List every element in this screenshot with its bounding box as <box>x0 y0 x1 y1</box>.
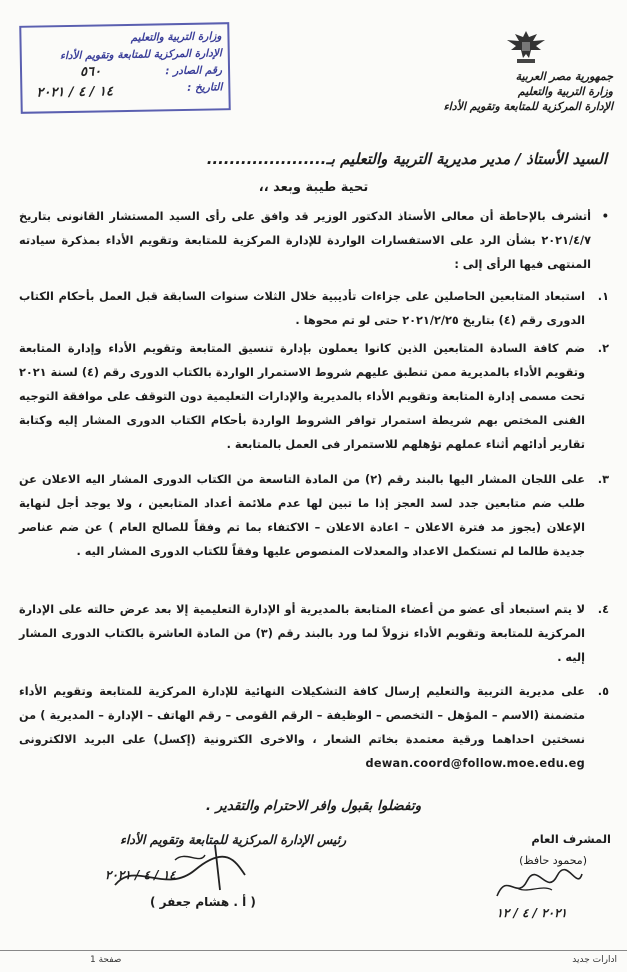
footer-divider <box>0 950 627 951</box>
intro-text: أتشرف بالإحاطة أن معالى الأستاذ الدكتور الوزير قد وافق على رأى السيد المستشار القانونى بتاريخ ٢٠٢١/٤/٧ بشأن الرد على الاستفسارات الواردة للإدارة المركزية للمتابعة وتقويم الأداء بمذكرة سيادته المنتهى فيها الرأى إلى : <box>19 210 591 271</box>
closing-line: وتفضلوا بقبول وافر الاحترام والتقدير . <box>205 798 422 814</box>
item-2 <box>19 337 609 457</box>
eagle-emblem-icon <box>503 28 549 66</box>
item-5 <box>19 680 609 776</box>
stamp-ministry: وزارة التربية والتعليم <box>130 30 222 44</box>
item-number: ٢. <box>597 342 609 355</box>
stamp-ref-label: رقم الصادر : <box>165 64 223 78</box>
addressee: السيد الأستاذ / مدير مديرية التربية والتعليم بـ..................... <box>206 150 607 168</box>
item-text: لا يتم استبعاد أى عضو من أعضاء المتابعة بالمديرية أو الإدارة التعليمية إلا بعد عرض حالته على الإدارة المركزية للمتابعة وتقويم الأداء نزولاً لما ورد بالبند رقم (٣) من المادة العاشرة بالكتاب الدورى المشار إليه . <box>19 603 585 664</box>
supervisor-date: ٢٠٢١ / ٤ / ١٢ <box>496 906 567 920</box>
item-number: ١. <box>597 290 609 303</box>
item-1 <box>19 285 609 333</box>
letterhead-ministry: وزارة التربية والتعليم <box>517 85 613 98</box>
item-text: على مديرية التربية والتعليم إرسال كافة التشكيلات النهائية للإدارة المركزية للمتابعة وتقويم الأداء متضمنة (الاسم – المؤهل – التخصص – الوظيفة – الرقم القومى – رقم الهاتف – الإدارة – المديرية ) من نسختين احداهما ورقية معتمدة بخاتم الشعار ، والاخرى الكترونية (إكسل) على البريد الالكترونى <box>19 685 585 746</box>
supervisor-name: (محمود حافظ) <box>519 854 587 867</box>
item-text: استبعاد المتابعين الحاصلين على جزاءات تأديبية خلال الثلاث سنوات السابقة قبل العمل بأحكام الكتاب الدورى رقم (٤) بتاريخ ٢٠٢١/٢/٢٥ حتى لو تم محوها . <box>19 290 585 327</box>
stamp-date-label: التاريخ : <box>187 81 223 94</box>
head-name: ( أ . هشام جعفر ) <box>150 895 256 909</box>
item-text: على اللجان المشار اليها بالبند رقم (٢) من المادة التاسعة من الكتاب الدورى المشار اليه الاعلان عن طلب ضم متابعين جدد لسد العجز إذا ما تبين لها عدم ملائمة أعداد المتابعين ، ولا يوجد أجل لنهاية الإعلان (يجوز مد فترة الاعلان – اعادة الاعلان – الاكتفاء بما تم وفقاً للصالح العام ) عن ضم عناصر جديدة طالما لم تستكمل الاعداد والمعدلات المنصوص عليها وفقاً للكتاب الدورى المشار اليه . <box>19 473 586 558</box>
footer-page-number: صفحة 1 <box>90 955 122 965</box>
item-number: ٥. <box>597 685 609 698</box>
supervisor-title: المشرف العام <box>531 832 611 846</box>
stamp-department: الإدارة المركزية للمتابعة وتقويم الأداء <box>59 47 222 63</box>
item-number: ٤. <box>597 603 609 616</box>
item-number: ٣. <box>597 473 609 486</box>
head-title: رئيس الإدارة المركزية للمتابعة وتقويم الأداء <box>120 832 347 847</box>
footer-file-name: ادارات جديد <box>572 955 617 965</box>
intro-paragraph <box>19 205 609 277</box>
bullet-icon: • <box>601 210 609 223</box>
greeting: تحية طيبة وبعد ،، <box>258 180 369 195</box>
item-text: ضم كافة السادة المتابعين الذين كانوا يعملون بإدارة تنسيق المتابعة وتقويم الأداء وإدارة المتابعة وتقويم الأداء بالمديرية ممن تنطبق عليهم شروط الاستمرار الواردة بالكتاب الدورى رقم (٤) لسنة ٢٠٢١ تحت مسمى إدارة المتابعة وتقويم الأداء بالمديرية والإدارات التعليمية دون التوقف على موافقة التوجيه الفنى المختص بهم شريطة استمرار توافر الشروط الواردة بأحكام الكتاب الدورى المشار إليه وكتابة تقارير أدائهم أثناء عملهم تؤهلهم للاستمرار فى العمل بالمتابعة . <box>19 342 585 451</box>
head-date: ١٤ / ٤ / ٢٠٢١ <box>105 868 176 882</box>
stamp-ref-number: ٥٦٠ <box>79 64 102 80</box>
outgoing-stamp <box>19 22 231 114</box>
stamp-date-value: ١٤ / ٤ / ٢٠٢١ <box>36 84 114 101</box>
item-3 <box>19 468 609 564</box>
email-link[interactable]: dewan.coord@follow.moe.edu.eg <box>365 757 585 770</box>
letterhead-department: الإدارة المركزية للمتابعة وتقويم الأداء <box>443 100 613 113</box>
letterhead-country: جمهورية مصر العربية <box>515 70 613 83</box>
supervisor-signature-icon <box>487 866 587 906</box>
item-4 <box>19 598 609 670</box>
